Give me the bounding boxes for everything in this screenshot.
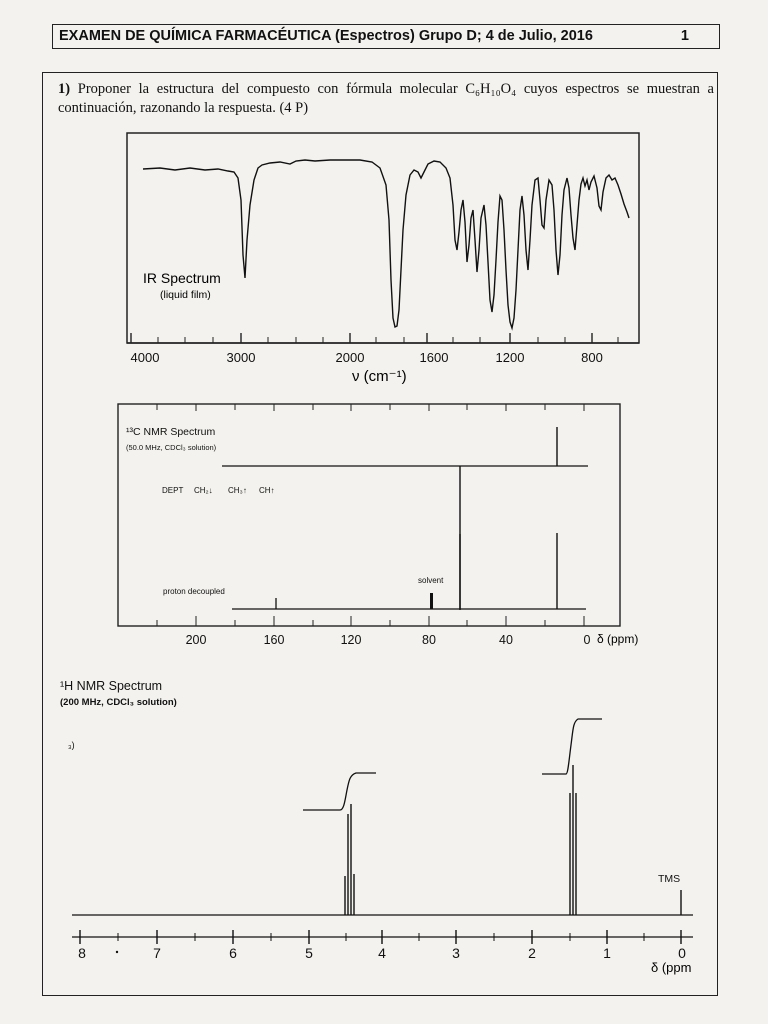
h1-tick-2: 2: [528, 945, 536, 961]
c13-dept-ch3: CH₃↑: [228, 486, 247, 495]
h1-tick-8: 8: [78, 945, 86, 961]
ir-tick-800: 800: [581, 350, 603, 365]
question-number: 1): [58, 81, 71, 97]
h1-tms-label: TMS: [658, 873, 681, 885]
c13-dept-ch2: CH₂↓: [194, 486, 213, 495]
h1-tick-7: 7: [153, 945, 161, 961]
question-text: Proponer la estructura del compuesto con fórmula molecular C₆H₁₀O₄ cuyos espectros se muestran a continuación, razonando la respuesta. (4 P): [58, 81, 714, 116]
h1-subtitle: (200 MHz, CDCl₃ solution): [60, 697, 177, 708]
c13-tick-160: 160: [263, 633, 285, 647]
ir-tick-2000: 2000: [335, 350, 365, 365]
c13-dept-label: DEPT: [162, 486, 184, 495]
ir-title: IR Spectrum: [143, 270, 221, 286]
question-1: [58, 80, 714, 118]
c13-title: ¹³C NMR Spectrum: [126, 426, 216, 438]
exam-header: [52, 24, 720, 49]
ir-tick-3000: 3000: [226, 350, 256, 365]
c13-decoupled-label: proton decoupled: [163, 587, 225, 596]
h1-axis-label: δ (ppm: [651, 960, 692, 975]
page-number: 1: [680, 28, 689, 44]
ir-tick-4000: 4000: [130, 350, 160, 365]
c13-dept-ch: CH↑: [259, 486, 275, 495]
h1-tick-5: 5: [305, 945, 313, 961]
h1-stray-mark: ₃): [68, 740, 75, 750]
page-frame: [42, 72, 718, 996]
c13-tick-40: 40: [499, 633, 513, 647]
h1-tick-4: 4: [378, 945, 386, 961]
c13-axis-label: δ (ppm): [597, 632, 639, 646]
ir-axis-label: ν (cm⁻¹): [352, 368, 407, 385]
h1-tick-6: 6: [229, 945, 237, 961]
ir-subtitle: (liquid film): [160, 289, 211, 301]
c13-tick-80: 80: [422, 633, 436, 647]
c13-subtitle: (50.0 MHz, CDCl₃ solution): [126, 443, 217, 452]
h1-tick-1: 1: [603, 945, 611, 961]
c13-tick-0: 0: [583, 633, 591, 647]
h1-tick-0: 0: [678, 945, 686, 961]
ir-tick-1600: 1600: [419, 350, 449, 365]
c13-tick-200: 200: [185, 633, 207, 647]
exam-title: EXAMEN DE QUÍMICA FARMACÉUTICA (Espectros) Grupo D; 4 de Julio, 2016: [59, 28, 593, 44]
ir-tick-1200: 1200: [495, 350, 525, 365]
c13-solvent-label: solvent: [418, 576, 444, 585]
h1-title: ¹H NMR Spectrum: [60, 679, 163, 693]
c13-tick-120: 120: [340, 633, 362, 647]
h1-tick-3: 3: [452, 945, 460, 961]
